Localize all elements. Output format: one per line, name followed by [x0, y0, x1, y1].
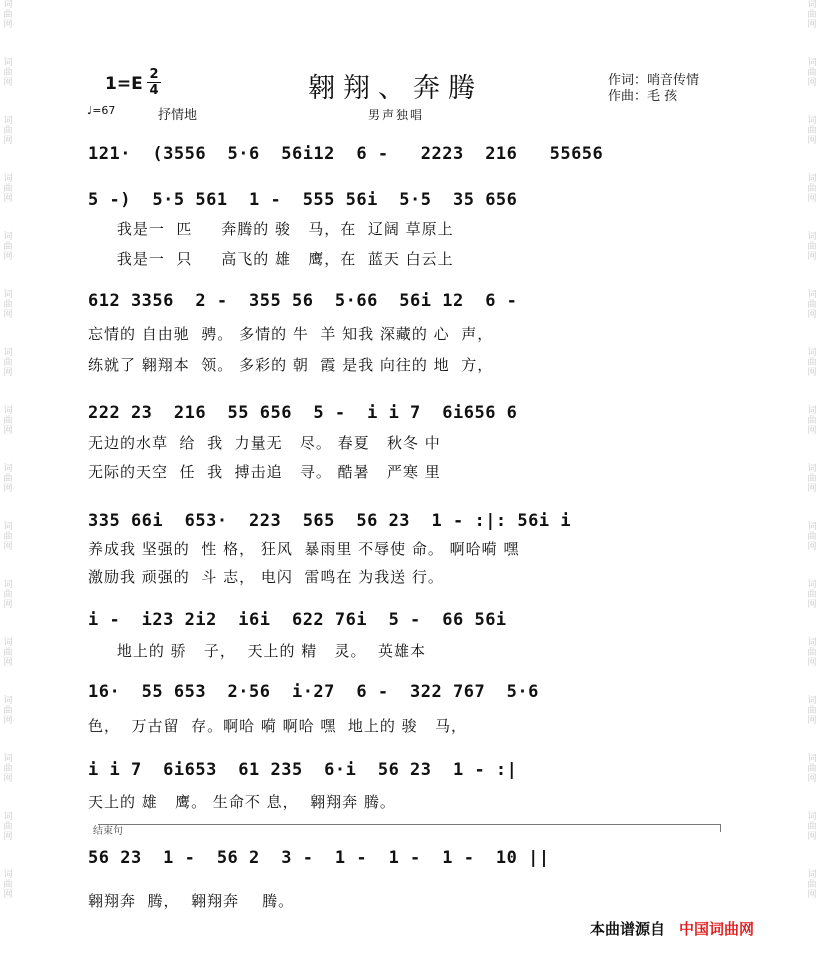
watermark-char: 曲 [3, 880, 13, 890]
watermark-char: 网 [3, 716, 13, 726]
watermark-char: 网 [3, 774, 13, 784]
watermark-char: 网 [807, 716, 817, 726]
watermark-char: 曲 [3, 822, 13, 832]
notation-line [88, 507, 728, 535]
watermark-char: 曲 [3, 706, 13, 716]
lyric-verse-2: 练就了 翱翔本 领。 多彩的 朝 霞 是我 向往的 地 方， [88, 356, 494, 374]
notation-line [88, 186, 728, 214]
notation-line [88, 756, 728, 784]
watermark-char: 词 [807, 522, 817, 532]
lyric-verse-1: 色， 万古留 存。啊哈 嗬 啊哈 嘿 地上的 骏 马， [88, 717, 467, 735]
song-title: 翱翔、奔腾 [308, 73, 483, 104]
notation-text: 5 -) 5·5 561 1 - 555 56i 5·5 35 656 [88, 190, 518, 210]
system-4 [88, 399, 728, 481]
site-link[interactable]: 中国词曲网 [679, 920, 755, 938]
lyric-verse-1: 翱翔奔 腾， 翱翔奔 腾。 [88, 892, 295, 910]
watermark-char: 词 [3, 232, 13, 242]
watermark-char: 网 [3, 890, 13, 900]
watermark-char: 词 [807, 174, 817, 184]
watermark-char: 网 [3, 252, 13, 262]
song-subtitle: 男声独唱 [368, 108, 425, 122]
watermark-char: 曲 [3, 532, 13, 542]
watermark-char: 网 [3, 832, 13, 842]
watermark-char: 词 [807, 754, 817, 764]
source-attribution [590, 918, 754, 939]
watermark-char: 词 [807, 232, 817, 242]
watermark-char: 曲 [807, 416, 817, 426]
watermark-char: 词 [3, 638, 13, 648]
watermark-char: 词 [807, 812, 817, 822]
notation-text: 16· 55 653 2·56 i·27 6 - 322 767 5·6 [88, 682, 539, 702]
system-6 [88, 606, 728, 660]
system-2 [88, 186, 728, 268]
watermark-char: 词 [3, 464, 13, 474]
watermark-char: 网 [3, 600, 13, 610]
watermark-char: 网 [3, 136, 13, 146]
notation-text: i i 7 6i653 61 235 6·i 56 23 1 - :| [88, 760, 518, 780]
watermark-char: 曲 [807, 706, 817, 716]
meter-top: 2 [149, 67, 159, 82]
watermark-char: 词 [807, 116, 817, 126]
watermark-char: 网 [807, 484, 817, 494]
lyric-verse-2: 我是一 只 高飞的 雄 鹰，在 蓝天 白云上 [88, 250, 454, 268]
credits [608, 73, 699, 105]
lyricist: 作词：哨音传情 [608, 73, 700, 88]
system-9 [88, 844, 728, 910]
watermark-char: 词 [807, 406, 817, 416]
watermark-char: 曲 [3, 10, 13, 20]
watermark-char: 曲 [3, 126, 13, 136]
watermark-char: 曲 [3, 648, 13, 658]
system-8 [88, 756, 728, 811]
watermark-char: 词 [807, 696, 817, 706]
tempo-marking: ♩=67 [87, 104, 116, 117]
coda-bracket [98, 824, 720, 825]
coda-label: 结束句 [93, 826, 123, 837]
watermark-char: 词 [807, 870, 817, 880]
watermark-char: 词 [3, 406, 13, 416]
watermark-char: 词 [807, 348, 817, 358]
watermark-char: 曲 [807, 184, 817, 194]
watermark-char: 词 [3, 58, 13, 68]
notation-text: 121· (3556 5·6 56i12 6 - 2223 216 55656 [88, 144, 604, 164]
watermark-char: 网 [807, 78, 817, 88]
watermark-char: 词 [3, 812, 13, 822]
watermark-char: 词 [3, 116, 13, 126]
watermark-char: 词 [3, 580, 13, 590]
system-1 [88, 140, 728, 168]
watermark-char: 网 [807, 426, 817, 436]
watermark-char: 词 [807, 638, 817, 648]
watermark-char: 词 [3, 290, 13, 300]
watermark-char: 曲 [3, 474, 13, 484]
watermark-char: 网 [807, 194, 817, 204]
watermark-char: 网 [807, 832, 817, 842]
watermark-char: 网 [3, 368, 13, 378]
watermark-char: 词 [807, 464, 817, 474]
watermark-char: 词 [807, 58, 817, 68]
watermark-char: 词 [3, 0, 13, 10]
watermark-char: 网 [807, 310, 817, 320]
watermark-char: 曲 [807, 880, 817, 890]
right-watermark-strip [804, 0, 820, 966]
lyric-verse-1: 我是一 匹 奔腾的 骏 马，在 辽阔 草原上 [88, 220, 454, 238]
watermark-char: 词 [3, 870, 13, 880]
watermark-char: 词 [807, 290, 817, 300]
watermark-char: 网 [807, 252, 817, 262]
watermark-char: 曲 [3, 184, 13, 194]
watermark-char: 网 [807, 600, 817, 610]
watermark-char: 曲 [807, 532, 817, 542]
notation-line [88, 678, 728, 706]
watermark-char: 曲 [3, 358, 13, 368]
watermark-char: 曲 [807, 126, 817, 136]
watermark-char: 网 [807, 890, 817, 900]
notation-text: 612 3356 2 - 355 56 5·66 56i 12 6 - [88, 291, 518, 311]
watermark-char: 网 [807, 368, 817, 378]
lyric-verse-1: 养成我 坚强的 性 格， 狂风 暴雨里 不辱使 命。 啊哈嗬 嘿 [88, 540, 520, 558]
watermark-char: 词 [3, 348, 13, 358]
watermark-char: 曲 [3, 242, 13, 252]
watermark-char: 曲 [807, 242, 817, 252]
lyric-verse-1: 地上的 骄 子， 天上的 精 灵。 英雄本 [88, 642, 427, 660]
watermark-char: 曲 [3, 68, 13, 78]
system-3 [88, 287, 728, 374]
watermark-char: 曲 [3, 590, 13, 600]
system-5 [88, 507, 728, 586]
source-label: 本曲谱源自 [590, 920, 666, 938]
watermark-char: 网 [807, 774, 817, 784]
key-signature: 1=E [105, 74, 143, 94]
watermark-char: 曲 [3, 764, 13, 774]
notation-line [88, 140, 728, 168]
watermark-char: 曲 [807, 822, 817, 832]
meter-bottom: 4 [149, 83, 159, 98]
watermark-char: 词 [3, 522, 13, 532]
time-signature [147, 68, 161, 97]
watermark-char: 曲 [807, 764, 817, 774]
watermark-char: 网 [3, 658, 13, 668]
watermark-char: 曲 [3, 416, 13, 426]
watermark-char: 曲 [807, 648, 817, 658]
watermark-char: 曲 [3, 300, 13, 310]
watermark-char: 网 [3, 542, 13, 552]
watermark-char: 网 [3, 194, 13, 204]
lyric-verse-2: 激励我 顽强的 斗 志， 电闪 雷鸣在 为我送 行。 [88, 568, 444, 586]
watermark-char: 网 [3, 20, 13, 30]
lyric-verse-1: 无边的水草 给 我 力量无 尽。 春夏 秋冬 中 [88, 434, 441, 452]
watermark-char: 曲 [807, 474, 817, 484]
watermark-char: 网 [3, 310, 13, 320]
notation-line [88, 399, 728, 427]
watermark-char: 曲 [807, 358, 817, 368]
lyric-verse-1: 天上的 雄 鹰。 生命不 息， 翱翔奔 腾。 [88, 793, 396, 811]
notation-text: 222 23 216 55 656 5 - i i 7 6i656 6 [88, 403, 518, 423]
watermark-char: 词 [3, 754, 13, 764]
notation-line [88, 844, 728, 872]
watermark-char: 网 [807, 136, 817, 146]
system-7 [88, 678, 728, 735]
watermark-char: 网 [3, 78, 13, 88]
watermark-char: 网 [807, 658, 817, 668]
notation-line [88, 287, 728, 315]
notation-text: 335 66i 653· 223 565 56 23 1 - :|: 56i i [88, 511, 572, 531]
watermark-char: 网 [807, 20, 817, 30]
watermark-char: 曲 [807, 300, 817, 310]
watermark-char: 词 [3, 174, 13, 184]
watermark-char: 网 [807, 542, 817, 552]
watermark-char: 曲 [807, 590, 817, 600]
lyric-verse-2: 无际的天空 任 我 搏击追 寻。 酷暑 严寒 里 [88, 463, 441, 481]
left-watermark-strip [0, 0, 16, 966]
watermark-char: 网 [3, 484, 13, 494]
watermark-char: 词 [807, 0, 817, 10]
lyric-verse-1: 忘情的 自由驰 骋。 多情的 牛 羊 知我 深藏的 心 声， [88, 325, 494, 343]
notation-line [88, 606, 728, 634]
watermark-char: 曲 [807, 68, 817, 78]
watermark-char: 曲 [807, 10, 817, 20]
watermark-char: 网 [3, 426, 13, 436]
composer: 作曲：毛 孩 [608, 89, 678, 104]
expression-marking: 抒情地 [158, 108, 198, 123]
notation-text: i - i23 2i2 i6i 622 76i 5 - 66 56i [88, 610, 507, 630]
watermark-char: 词 [807, 580, 817, 590]
watermark-char: 词 [3, 696, 13, 706]
coda-bracket-end [720, 824, 721, 832]
notation-text: 56 23 1 - 56 2 3 - 1 - 1 - 1 - 10 || [88, 848, 550, 868]
